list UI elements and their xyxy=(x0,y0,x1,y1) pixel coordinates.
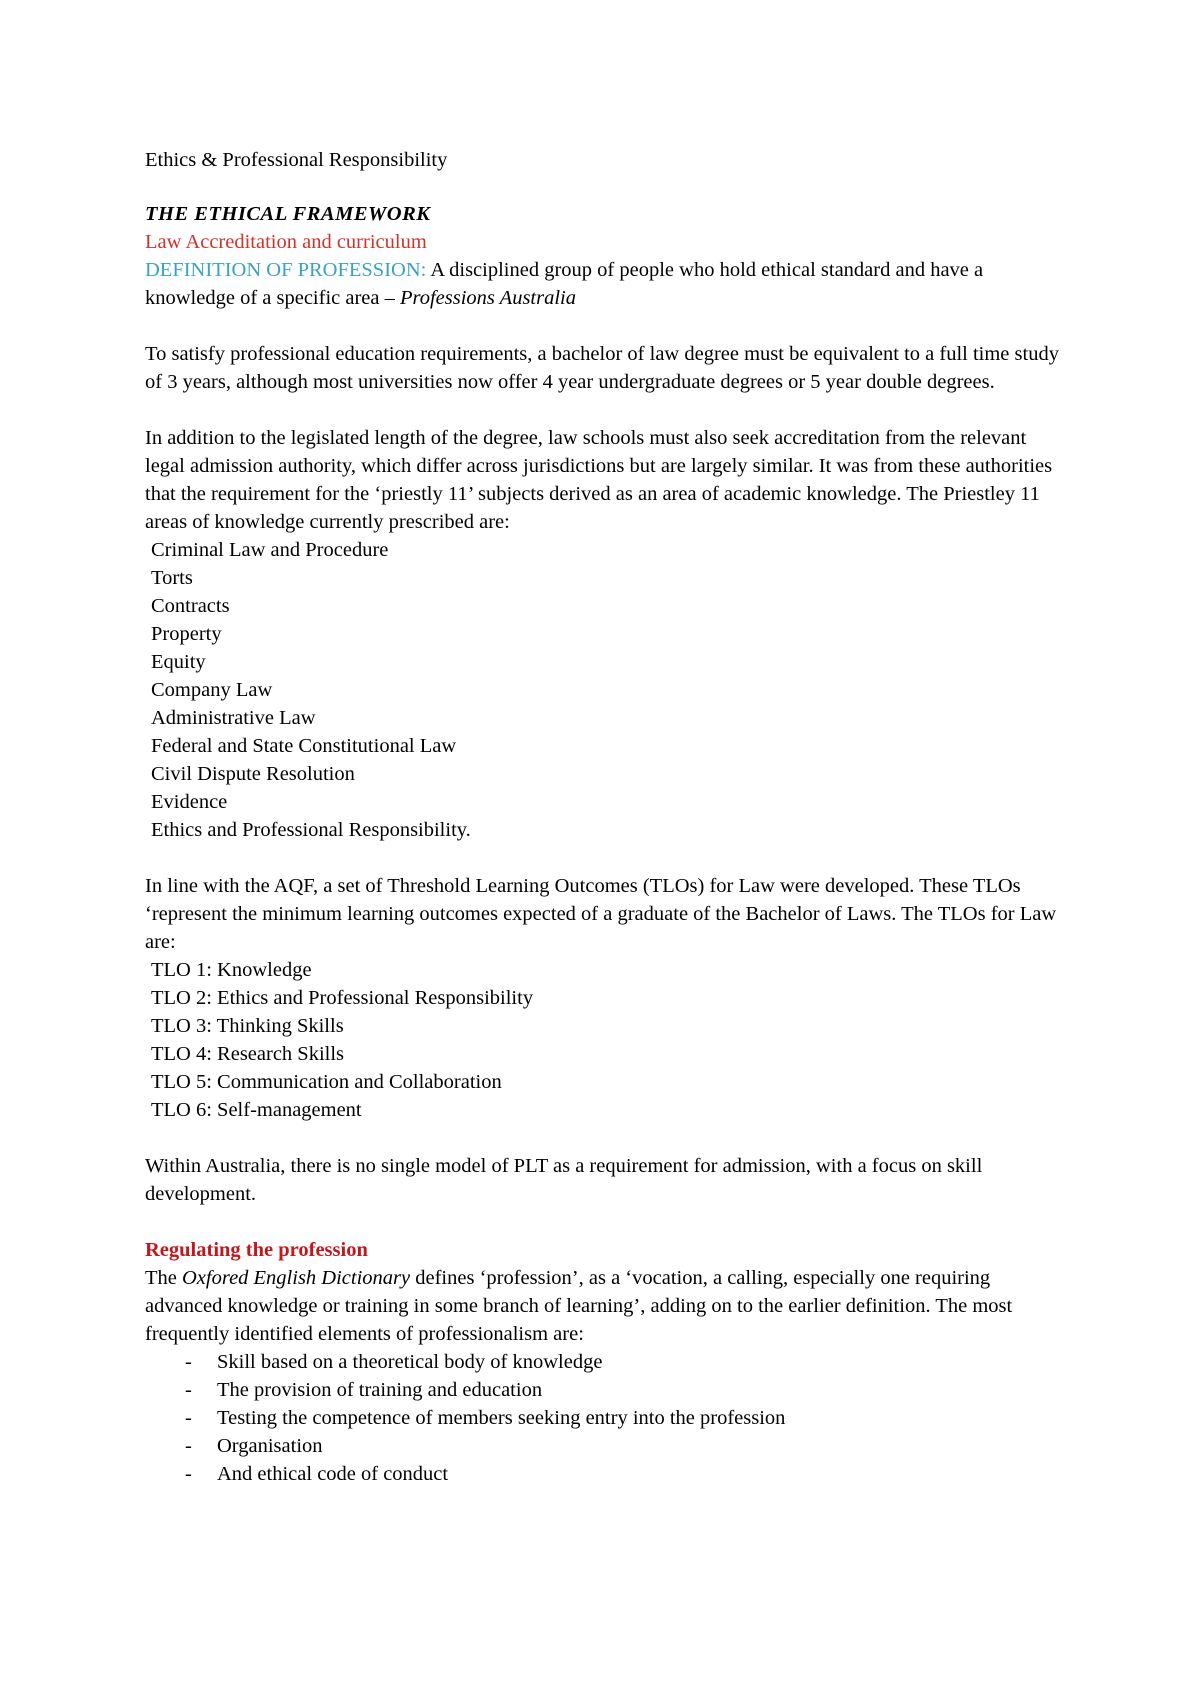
list-item-text: Testing the competence of members seeking entry into the profession xyxy=(217,1407,786,1429)
list-item: Property xyxy=(151,623,222,645)
list-item: Equity xyxy=(151,651,206,673)
list-item xyxy=(185,1432,1070,1460)
list-item: Civil Dispute Resolution xyxy=(151,763,355,785)
dash-bullet: - xyxy=(185,1463,192,1485)
professionalism-elements-list xyxy=(145,1348,1070,1488)
section-heading: THE ETHICAL FRAMEWORK xyxy=(145,203,431,225)
list-item: Federal and State Constitutional Law xyxy=(151,735,457,757)
list-item: Torts xyxy=(151,567,193,589)
subheading: Law Accreditation and curriculum xyxy=(145,231,427,253)
regulating-paragraph xyxy=(145,1264,1070,1348)
definition-label: DEFINITION OF PROFESSION: xyxy=(145,259,427,281)
definition-paragraph xyxy=(145,256,1070,312)
list-item: Administrative Law xyxy=(151,707,316,729)
definition-text: A disciplined group of people who hold ethical standard and have a knowledge of a specific area – xyxy=(145,259,984,309)
list-item xyxy=(185,1376,1070,1404)
paragraph-education: To satisfy professional education requirements, a bachelor of law degree must be equivalent to a full time study of 3 years, although most universities now offer 4 year undergraduate degrees or 5 year double degrees. xyxy=(145,343,1059,393)
list-item: TLO 2: Ethics and Professional Responsibility xyxy=(151,987,534,1009)
dash-bullet: - xyxy=(185,1407,192,1429)
list-item: Company Law xyxy=(151,679,273,701)
list-item: Ethics and Professional Responsibility. xyxy=(151,819,471,841)
dash-bullet: - xyxy=(185,1351,192,1373)
priestley-areas-list xyxy=(145,536,1070,844)
tlo-list xyxy=(145,956,1070,1124)
list-item-text: Skill based on a theoretical body of knowledge xyxy=(217,1351,603,1373)
paragraph-tlo: In line with the AQF, a set of Threshold Learning Outcomes (TLOs) for Law were developed. These TLOs ‘represent the minimum learning outcomes expected of a graduate of the Bachelor of Laws. The TLOs for Law are: xyxy=(145,875,1057,953)
list-item xyxy=(185,1348,1070,1376)
definition-source: Professions Australia xyxy=(400,287,576,309)
list-item: TLO 4: Research Skills xyxy=(151,1043,345,1065)
document-content xyxy=(145,146,1070,1488)
regulating-heading: Regulating the profession xyxy=(145,1239,368,1261)
paragraph-accreditation: In addition to the legislated length of the degree, law schools must also seek accreditation from the relevant legal admission authority, which differ across jurisdictions but are largely similar. It was from these authorities that the requirement for the ‘priestly 11’ subjects derived as an area of academic knowledge. The Priestley 11 areas of knowledge currently prescribed are: xyxy=(145,427,1053,533)
list-item: Contracts xyxy=(151,595,230,617)
list-item xyxy=(185,1460,1070,1488)
list-item-text: The provision of training and education xyxy=(217,1379,543,1401)
list-item: TLO 3: Thinking Skills xyxy=(151,1015,344,1037)
list-item: Evidence xyxy=(151,791,228,813)
list-item: TLO 5: Communication and Collaboration xyxy=(151,1071,502,1093)
list-item-text: Organisation xyxy=(217,1435,323,1457)
document-title: Ethics & Professional Responsibility xyxy=(145,149,448,171)
regulating-intro-pre: The xyxy=(145,1267,182,1289)
list-item: TLO 6: Self-management xyxy=(151,1099,362,1121)
list-item-text: And ethical code of conduct xyxy=(217,1463,449,1485)
list-item xyxy=(185,1404,1070,1432)
list-item: TLO 1: Knowledge xyxy=(151,959,312,981)
paragraph-plt: Within Australia, there is no single model of PLT as a requirement for admission, with a focus on skill development. xyxy=(145,1155,983,1205)
list-item: Criminal Law and Procedure xyxy=(151,539,389,561)
dictionary-title: Oxfored English Dictionary xyxy=(182,1267,411,1289)
dash-bullet: - xyxy=(185,1379,192,1401)
regulating-intro-post: defines ‘profession’, as a ‘vocation, a calling, especially one requiring advanced knowledge or training in some branch of learning’, adding on to the earlier definition. The most frequently identified elements of professionalism are: xyxy=(145,1267,1013,1345)
dash-bullet: - xyxy=(185,1435,192,1457)
